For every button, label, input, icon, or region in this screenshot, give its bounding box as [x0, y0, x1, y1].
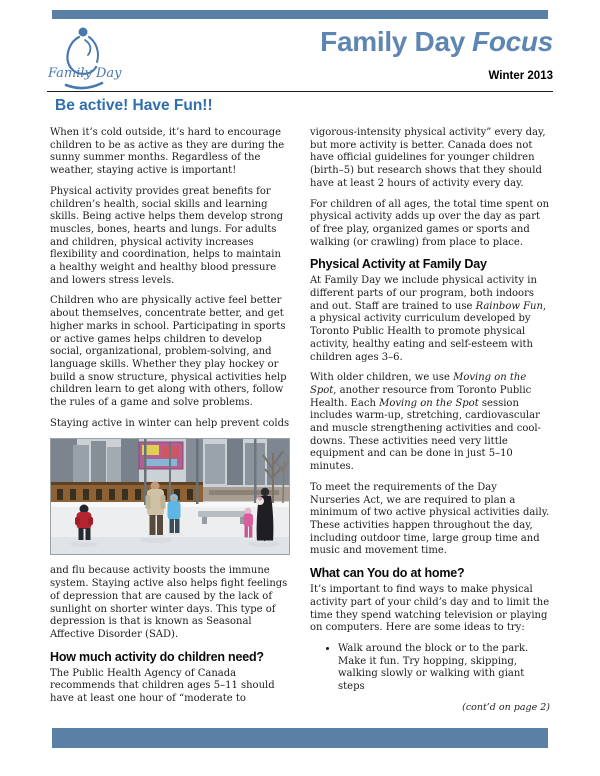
- article-columns: [50, 127, 550, 714]
- at-home-paragraphs: [310, 584, 550, 635]
- paragraph: With older children, we use Moving on the Spot, another resource from Toronto Public Health. Each Moving on the Spot session includes warm-up, stretching, cardiovascular and muscle strengthening activities and cool-downs. These activities need very little equipment and can be done in just 5–10 minutes.: [310, 372, 541, 473]
- paragraph: The Public Health Agency of Canada recommends that children ages 5–11 should have at least one hour of “moderate to: [50, 667, 275, 705]
- issue-date: Winter 2013: [488, 70, 553, 82]
- paragraph: Physical activity provides great benefits for children’s health, social skills and learning skills. Being active helps them develop strong muscles, bones, hearts and lungs. For adults and children, physical activity increases flexibility and coordination, helps to maintain a healthy weight and healthy blood pressure and lowers stress levels.: [50, 185, 284, 286]
- top-accent-bar: [52, 10, 548, 19]
- section-heading-activity-needed: How much activity do children need?: [50, 649, 264, 664]
- winter-skating-photo: [50, 438, 290, 555]
- paragraph: When it’s cold outside, it’s hard to encourage children to be as active as they are during the sunny summer months. Regardless of the weather, staying active is important!: [50, 127, 285, 177]
- logo-script-text: Family Day: [48, 66, 122, 81]
- after-photo-paragraphs: [50, 565, 290, 641]
- paragraph: At Family Day we include physical activity in different parts of our program, both indoors and out. Staff are trained to use Rainbow Fun, a physical activity curriculum developed by Toronto Public Health to promote physical activity, healthy eating and self-esteem with children ages 3–6.: [310, 275, 547, 363]
- paragraph: Staying active in winter can help prevent colds: [50, 417, 290, 429]
- bottom-accent-bar: [52, 728, 548, 748]
- winter-scene-illustration: [51, 439, 289, 554]
- continuation-paragraphs: [310, 127, 550, 249]
- list-item: • Walk around the block or to the park. Make it fun. Try hopping, skipping, walking slowly or walking with giant steps: [338, 643, 550, 694]
- paragraph: It’s important to find ways to make physical activity part of your child’s day and to limit the time they spend watching television or playing on computers. Here are some ideas to try:: [310, 584, 550, 634]
- intro-paragraphs: [50, 127, 290, 430]
- section-heading-at-home: What can You do at home?: [310, 566, 465, 581]
- title-main: Family Day: [320, 26, 466, 57]
- paragraph: and flu because activity boosts the immune system. Staying active also helps fight feelings of depression that are caused by the lack of sunlight on shorter winter days. This type of depression is that is known as Seasonal Affective Disorder (SAD).: [50, 565, 288, 640]
- masthead: [320, 26, 553, 82]
- paragraph: For children of all ages, the total time spent on physical activity adds up over the day as part of free play, organized games or sports and walking (or crawling) from place to place.: [310, 198, 550, 248]
- family-day-figure-icon: [46, 24, 128, 94]
- title-accent: Focus: [472, 26, 553, 57]
- article-headline: Be active! Have Fun!!: [55, 97, 213, 114]
- paragraph: vigorous-intensity physical activity” every day, but more activity is better. Canada does not have official guidelines for younger children (birth–5) but research shows that they should have at least 2 hours of activity every day.: [310, 127, 546, 189]
- left-column: [50, 127, 290, 714]
- family-day-logo: [46, 24, 128, 94]
- newsletter-title: [320, 26, 553, 58]
- header-rule: [47, 91, 553, 92]
- paragraph: To meet the requirements of the Day Nurseries Act, we are required to plan a minimum of two active physical activities daily. These activities happen throughout the day, including outdoor time, large group time and music and movement time.: [310, 481, 550, 557]
- family-day-paragraphs: [310, 275, 550, 558]
- continued-note: (cont’d on page 2): [462, 701, 550, 713]
- ideas-list: [310, 643, 550, 694]
- paragraph: Children who are physically active feel better about themselves, concentrate better, and get higher marks in school. Participating in sports or active games helps children to develop social, organizational, problem-solving, and language skills. Whether they play hockey or build a snow structure, physical activities help children learn to get along with others, follow the rules of a game and solve problems.: [50, 295, 287, 409]
- activity-needed-paragraphs: [50, 668, 290, 706]
- section-heading-family-day: Physical Activity at Family Day: [310, 257, 487, 272]
- right-column: [310, 127, 550, 714]
